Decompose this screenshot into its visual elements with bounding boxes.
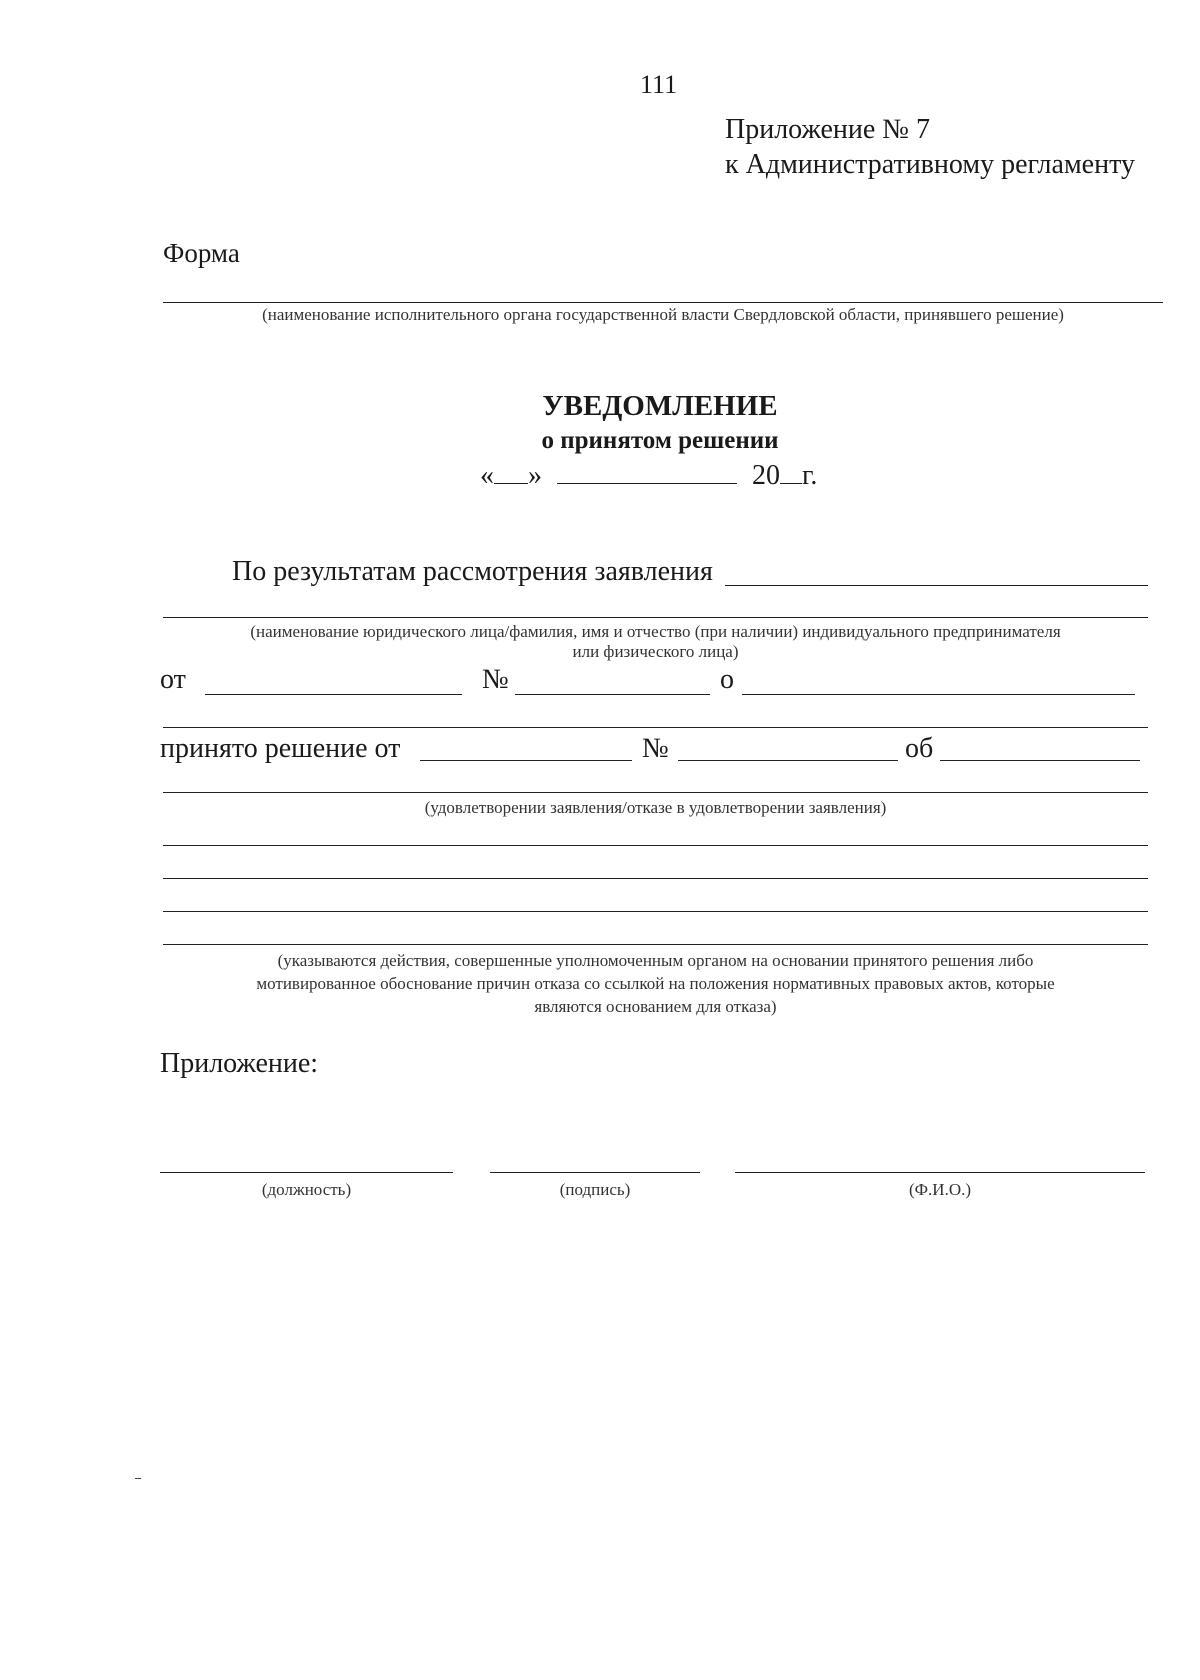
from-number-label: № xyxy=(482,664,509,695)
actions-caption-line2: мотивированное обоснование причин отказа со ссылкой на положения нормативных правовых актов, которые xyxy=(256,974,1055,993)
document-subtitle: о принятом решении xyxy=(541,427,779,454)
decision-number-field[interactable] xyxy=(678,760,898,761)
decision-subject-field-cont[interactable] xyxy=(163,792,1148,793)
appendix-header xyxy=(725,112,1135,182)
position-caption: (должность) xyxy=(261,1180,352,1199)
actions-caption-line3: являются основанием для отказа) xyxy=(534,997,777,1016)
date-year-prefix: 20 xyxy=(752,460,780,491)
position-field[interactable] xyxy=(160,1172,453,1173)
decision-subject-field[interactable] xyxy=(940,760,1140,761)
signature-caption: (подпись) xyxy=(559,1180,631,1199)
from-subject-field-cont[interactable] xyxy=(163,727,1148,728)
application-field[interactable] xyxy=(725,585,1148,586)
page-number: 111 xyxy=(640,70,678,99)
document-title: УВЕДОМЛЕНИЕ xyxy=(542,390,778,422)
fullname-caption: (Ф.И.О.) xyxy=(908,1180,972,1199)
from-number-field[interactable] xyxy=(515,694,710,695)
from-date-field[interactable] xyxy=(205,694,462,695)
from-subject-field[interactable] xyxy=(742,694,1135,695)
signature-field[interactable] xyxy=(490,1172,700,1173)
date-close-quote: » xyxy=(528,460,542,491)
attachment-label: Приложение: xyxy=(160,1048,319,1079)
appendix-regulation: к Административному регламенту xyxy=(725,149,1135,180)
applicant-caption-line2: или физического лица) xyxy=(572,642,739,661)
actions-field-2[interactable] xyxy=(163,878,1148,879)
decision-date-field[interactable] xyxy=(420,760,632,761)
authority-field[interactable] xyxy=(163,302,1163,303)
from-about-label: о xyxy=(720,664,734,695)
date-year-suffix: г. xyxy=(802,460,818,491)
review-label: По результатам рассмотрения заявления xyxy=(232,556,713,587)
decision-caption: (удовлетворении заявления/отказе в удовлетворении заявления) xyxy=(424,798,887,817)
form-label: Форма xyxy=(163,238,240,268)
decision-label: принято решение от xyxy=(160,733,401,764)
decision-number-label: № xyxy=(642,733,669,764)
scan-mark xyxy=(135,1478,141,1479)
date-year-field[interactable] xyxy=(780,461,802,484)
from-label: от xyxy=(160,664,186,695)
applicant-field[interactable] xyxy=(163,617,1148,618)
appendix-number: Приложение № 7 xyxy=(725,114,930,145)
actions-field-1[interactable] xyxy=(163,845,1148,846)
decision-about-label: об xyxy=(905,733,934,764)
actions-field-3[interactable] xyxy=(163,911,1148,912)
actions-field-4[interactable] xyxy=(163,944,1148,945)
authority-caption: (наименование исполнительного органа государственной власти Свердловской области, принявшего решение) xyxy=(262,305,1064,324)
actions-caption xyxy=(163,949,1148,1018)
date-line xyxy=(480,460,817,492)
date-open-quote: « xyxy=(480,460,494,491)
applicant-caption-line1: (наименование юридического лица/фамилия, имя и отчество (при наличии) индивидуального предпринимателя xyxy=(250,622,1061,641)
date-month-field[interactable] xyxy=(557,461,737,484)
actions-caption-line1: (указываются действия, совершенные уполномоченным органом на основании принятого решения либо xyxy=(277,951,1034,970)
applicant-caption xyxy=(163,622,1148,662)
date-day-field[interactable] xyxy=(494,461,528,484)
fullname-field[interactable] xyxy=(735,1172,1145,1173)
